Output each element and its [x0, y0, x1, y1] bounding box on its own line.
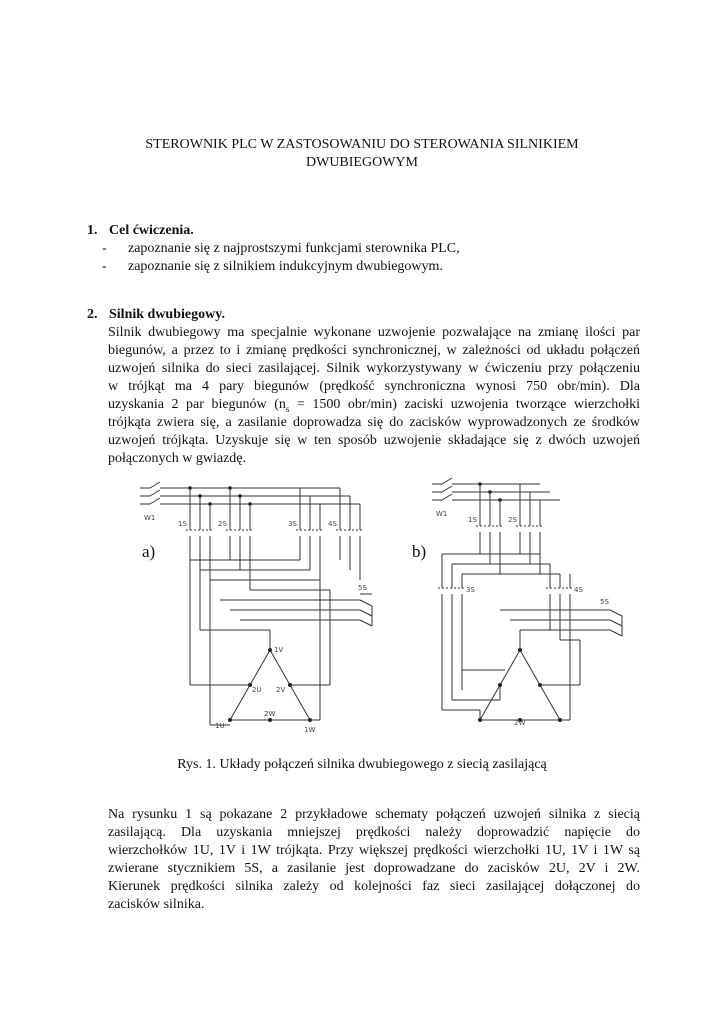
subscript: s: [285, 403, 290, 414]
section-1-number: 1.: [87, 223, 98, 238]
bullet-text: zapoznanie się z najprostszymi funkcjami sterownika PLC,: [128, 241, 460, 256]
text-line: [108, 396, 640, 414]
label-2s: 2S: [508, 516, 517, 524]
contactor-1s: [468, 484, 504, 574]
label-5s: 5S: [600, 598, 609, 606]
label-5s: 5S: [358, 584, 367, 592]
text-line: zacisków silnika.: [108, 897, 205, 912]
text-line: biegunów, a przez to i zmianę prędkości synchronicznej, w zależności od układu połączeń: [108, 343, 640, 358]
contactor-5s: [500, 598, 622, 636]
contactor-4s: [546, 564, 583, 650]
contactor-4s: [328, 488, 364, 580]
terminal-1w: 1W: [304, 726, 316, 734]
text-line: uzwojeń trójkąta. Uzyskuje się w ten sposób uzwojenie składające się z dwóch uzwojeń: [108, 433, 640, 448]
text-line: zwierane stycznikiem 5S, a zasilanie jest doprowadzane do zacisków 2U, 2V i 2W.: [108, 861, 640, 876]
section-1-heading: [87, 222, 194, 240]
text-line: Silnik dwubiegowy ma specjalnie wykonane uzwojenie pozwalające na zmianę ilości par: [108, 325, 640, 340]
contactor-2s: [218, 488, 254, 580]
terminal-2u: 2U: [252, 686, 262, 694]
document-title: [60, 136, 664, 172]
section-1-title: Cel ćwiczenia.: [109, 223, 194, 238]
terminal-2w: 2W: [514, 719, 526, 727]
text-fragment: = 1500 obr/min) zaciski uzwojenia tworzące wierzchołki: [289, 397, 641, 412]
text-line: w trójkąt ma 4 pary biegunów (prędkość synchroniczna wynosi 750 obr/min). Dla: [108, 379, 640, 394]
circuit-diagrams: [0, 470, 724, 740]
diagram-b-label: b): [412, 542, 427, 561]
label-2s: 2S: [218, 520, 227, 528]
description-paragraph: [108, 806, 640, 914]
bullet-dash: -: [102, 241, 107, 256]
mains-switch-w1: [140, 482, 160, 522]
label-w1: W1: [144, 514, 156, 522]
mains-switch-w1: [432, 478, 452, 518]
terminal-2v: 2V: [276, 686, 286, 694]
label-1s: 1S: [468, 516, 477, 524]
title-line-1: STEROWNIK PLC W ZASTOSOWANIU DO STEROWANIA SILNIKIEM: [145, 137, 579, 152]
section-2-title: Silnik dwubiegowy.: [109, 307, 225, 322]
text-line: Kierunek prędkości silnika zależy od kolejności faz sieci zasilającej dołączonej do: [108, 879, 640, 894]
bullet-dash: -: [102, 259, 107, 274]
label-4s: 4S: [574, 586, 583, 594]
terminal-2w: 2W: [264, 710, 276, 718]
terminal-1u: 1U: [215, 722, 225, 730]
section-2-heading: [87, 306, 225, 324]
diagram-b: [432, 478, 622, 727]
contactor-2s: [508, 484, 544, 574]
diagram-a: [140, 482, 372, 734]
terminal-1v: 1V: [274, 646, 284, 654]
figure-caption: Rys. 1. Układy połączeń silnika dwubiegowego z siecią zasilającą: [177, 757, 547, 772]
label-3s: 3S: [466, 586, 475, 594]
bullet-text: zapoznanie się z silnikiem indukcyjnym dwubiegowym.: [128, 259, 443, 274]
contactor-1s: [178, 488, 214, 580]
label-w1: W1: [436, 510, 448, 518]
text-line: wierzchołków 1U, 1V i 1W trójkąta. Przy większej prędkości wierzchołki 1U, 1V i 1W są: [108, 843, 640, 858]
text-line: Na rysunku 1 są pokazane 2 przykładowe schematy połączeń uzwojeń silnika z siecią: [108, 807, 640, 822]
text-line: uzwojeń silnika do sieci zasilającej. Silnik wykorzystywany w ćwiczeniu przy połączeniu: [108, 361, 640, 376]
title-line-2: DWUBIEGOWYM: [306, 155, 418, 170]
contactor-3s: [438, 554, 475, 710]
label-1s: 1S: [178, 520, 187, 528]
text-line: połączonych w gwiazdę.: [108, 451, 246, 466]
motor-delta-b: [478, 648, 562, 727]
label-3s: 3S: [288, 520, 297, 528]
contactor-3s: [288, 488, 324, 580]
text-line: zasilającą. Dla uzyskania mniejszej prędkości należy doprowadzić napięcie do: [108, 825, 640, 840]
section-2-number: 2.: [87, 307, 98, 322]
section-1-bullet: [102, 258, 443, 276]
section-2-body: [108, 324, 640, 468]
text-line: trójkąta zwiera się, a zasilanie doprowadza się do zacisków wyprowadzonych ze środków: [108, 415, 640, 430]
motor-delta-a: [215, 646, 315, 734]
text-fragment: uzyskania 2 par biegunów (n: [108, 397, 286, 412]
section-1-bullet: [102, 240, 460, 258]
diagram-a-label: a): [142, 542, 156, 561]
label-4s: 4S: [328, 520, 337, 528]
